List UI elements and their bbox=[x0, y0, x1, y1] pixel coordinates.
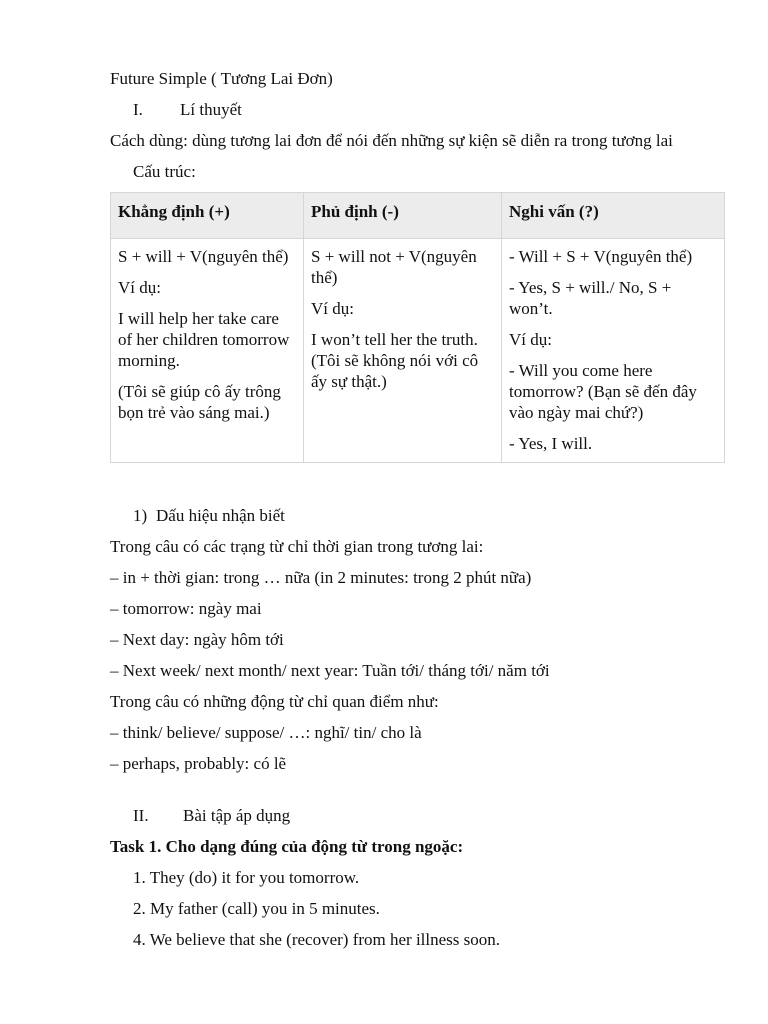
signs-line: Trong câu có các trạng từ chỉ thời gian trong tương lai: bbox=[110, 537, 484, 556]
cell-paragraph: S + will + V(nguyên thể) bbox=[118, 247, 289, 266]
task-item: 1. They (do) it for you tomorrow. bbox=[133, 868, 360, 887]
cell-question bbox=[502, 239, 725, 463]
section-1-heading bbox=[110, 99, 725, 120]
cell-paragraph: I will help her take care of her children tomorrow morning. bbox=[118, 309, 290, 370]
signs-line: – in + thời gian: trong … nữa (in 2 minutes: trong 2 phút nữa) bbox=[110, 568, 532, 587]
section-2-number: II. bbox=[133, 806, 149, 825]
spacer bbox=[110, 784, 725, 805]
document-title: Future Simple ( Tương Lai Đơn) bbox=[110, 69, 333, 88]
signs-number: 1) bbox=[133, 506, 148, 525]
section-2-label: Bài tập áp dụng bbox=[183, 806, 291, 825]
cell-paragraph: S + will not + V(nguyên thể) bbox=[311, 247, 477, 287]
signs-line: – Next day: ngày hôm tới bbox=[110, 630, 284, 649]
cell-negative bbox=[304, 239, 502, 463]
header-negative: Phủ định (-) bbox=[304, 193, 502, 239]
header-affirmative: Khẳng định (+) bbox=[111, 193, 304, 239]
signs-label: Dấu hiệu nhận biết bbox=[156, 506, 285, 525]
cell-paragraph: I won’t tell her the truth. (Tôi sẽ không nói với cô ấy sự thật.) bbox=[311, 330, 479, 391]
cell-paragraph: Ví dụ: bbox=[509, 330, 552, 349]
cell-paragraph: Ví dụ: bbox=[311, 299, 354, 318]
section-1-label: Lí thuyết bbox=[180, 100, 242, 119]
cell-paragraph: (Tôi sẽ giúp cô ấy trông bọn trẻ vào sáng mai.) bbox=[118, 382, 281, 422]
signs-line: – tomorrow: ngày mai bbox=[110, 599, 262, 618]
section-2-heading bbox=[110, 805, 725, 826]
usage-text: Cách dùng: dùng tương lai đơn để nói đến những sự kiện sẽ diễn ra trong tương lai bbox=[110, 131, 673, 150]
document-page bbox=[110, 68, 725, 960]
cell-paragraph: Ví dụ: bbox=[118, 278, 161, 297]
structure-label: Cấu trúc: bbox=[133, 162, 196, 181]
task-item: 4. We believe that she (recover) from her illness soon. bbox=[133, 930, 501, 949]
cell-paragraph: - Will you come here tomorrow? (Bạn sẽ đến đây vào ngày mai chứ?) bbox=[509, 361, 697, 422]
signs-line: Trong câu có những động từ chỉ quan điểm như: bbox=[110, 692, 439, 711]
cell-paragraph: - Yes, S + will./ No, S + won’t. bbox=[509, 278, 672, 318]
grammar-table bbox=[110, 192, 725, 463]
signs-line: – Next week/ next month/ next year: Tuần tới/ tháng tới/ năm tới bbox=[110, 661, 550, 680]
signs-line: – perhaps, probably: có lẽ bbox=[110, 754, 287, 773]
cell-affirmative bbox=[111, 239, 304, 463]
table-header-row bbox=[111, 193, 725, 239]
task-1-title: Task 1. Cho dạng đúng của động từ trong ngoặc: bbox=[110, 837, 464, 856]
section-1-number: I. bbox=[133, 100, 143, 119]
task-item: 2. My father (call) you in 5 minutes. bbox=[133, 899, 380, 918]
cell-paragraph: - Yes, I will. bbox=[509, 434, 593, 453]
header-question: Nghi vấn (?) bbox=[502, 193, 725, 239]
signs-line: – think/ believe/ suppose/ …: nghĩ/ tin/ cho là bbox=[110, 723, 422, 742]
signs-heading bbox=[110, 505, 725, 526]
cell-paragraph: - Will + S + V(nguyên thể) bbox=[509, 247, 693, 266]
table-row bbox=[111, 239, 725, 463]
